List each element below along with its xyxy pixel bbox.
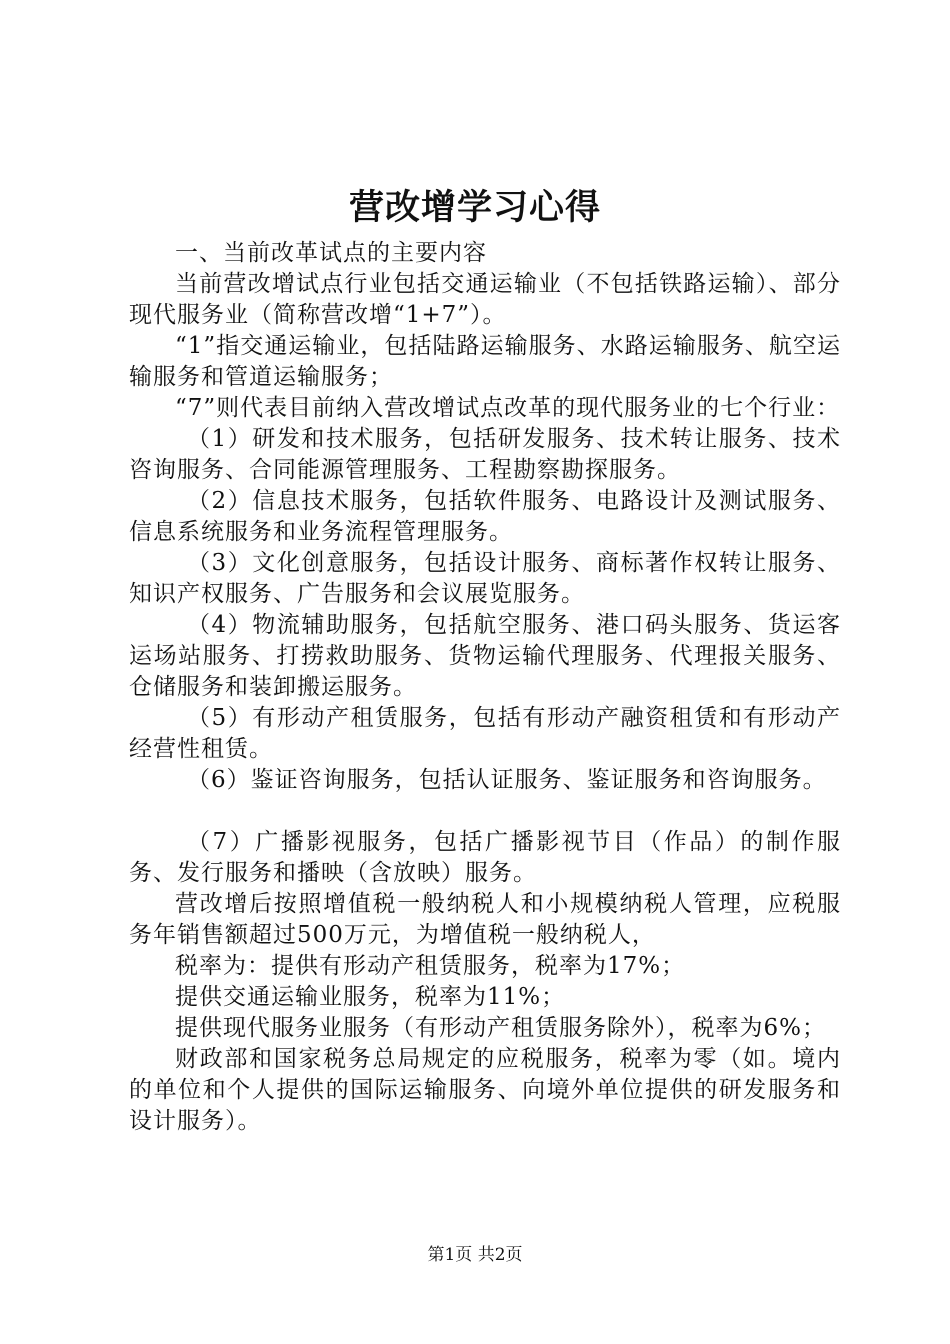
- paragraph: 税率为：提供有形动产租赁服务，税率为17%；: [175, 953, 686, 979]
- list-item: （5）有形动产租赁服务，包括有形动产融资租赁和有形动产经营性租赁。: [129, 705, 841, 762]
- paragraph: 财政部和国家税务总局规定的应税服务，税率为零（如。境内的单位和个人提供的国际运输服务、向境外单位提供的研发服务和设计服务）。: [129, 1046, 841, 1134]
- list-item: （7）广播影视服务，包括广播影视节目（作品）的制作服务、发行服务和播映（含放映）服务。: [129, 829, 841, 886]
- paragraph: 提供交通运输业服务，税率为11%；: [175, 984, 566, 1010]
- list-item: （4）物流辅助服务，包括航空服务、港口码头服务、货运客运场站服务、打捞救助服务、货物运输代理服务、代理报关服务、仓储服务和装卸搬运服务。: [129, 612, 841, 700]
- paragraph: “1”指交通运输业，包括陆路运输服务、水路运输服务、航空运输服务和管道运输服务；: [129, 333, 841, 390]
- paragraph: “7”则代表目前纳入营改增试点改革的现代服务业的七个行业：: [175, 395, 841, 421]
- paragraph: 当前营改增试点行业包括交通运输业（不包括铁路运输）、部分现代服务业（简称营改增“1+7”）。: [129, 271, 841, 328]
- document-title: 营改增学习心得: [348, 187, 601, 228]
- list-item: （6）鉴证咨询服务，包括认证服务、鉴证服务和咨询服务。: [187, 767, 827, 793]
- blank-line: [129, 796, 841, 827]
- paragraph: 提供现代服务业服务（有形动产租赁服务除外），税率为6%；: [175, 1015, 826, 1041]
- section-heading: 一、当前改革试点的主要内容: [175, 240, 487, 266]
- paragraph: 营改增后按照增值税一般纳税人和小规模纳税人管理，应税服务年销售额超过500万元，为增值税一般纳税人，: [129, 891, 841, 948]
- list-item: （2）信息技术服务，包括软件服务、电路设计及测试服务、信息系统服务和业务流程管理服务。: [129, 488, 841, 545]
- list-item: （3）文化创意服务，包括设计服务、商标著作权转让服务、知识产权服务、广告服务和会议展览服务。: [129, 550, 841, 607]
- page-number-footer: 第1页 共2页: [427, 1245, 523, 1265]
- list-item: （1）研发和技术服务，包括研发服务、技术转让服务、技术咨询服务、合同能源管理服务、工程勘察勘探服务。: [129, 426, 841, 483]
- document-body: [129, 238, 841, 1137]
